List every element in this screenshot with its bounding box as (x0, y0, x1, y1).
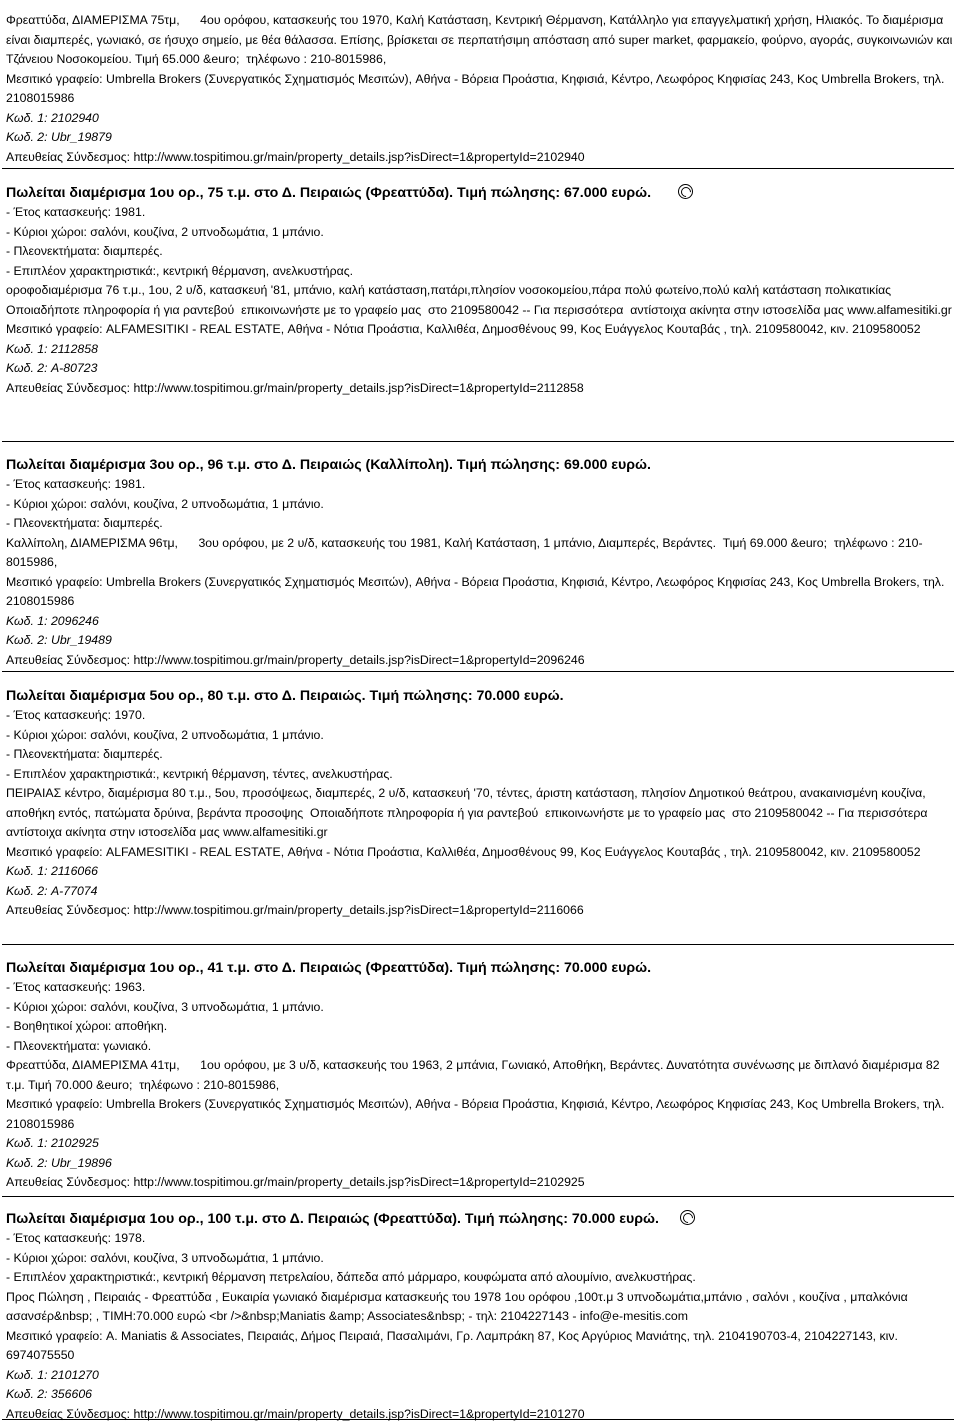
listing-description: Φρεαττύδα, ΔΙΑΜΕΡΙΣΜΑ 75τμ, 4ου ορόφου, κατασκευής του 1970, Καλή Κατάσταση, Κεντρική Θέρμανση, Κατάλληλο για επαγγελματική χρήση, Ηλιακός. Το διαμέρισμα είναι διαμπερές, γωνιακό, σε ήσυχο σημείο, με θέα θάλασσα. Επίσης, βρίσκεται σε περπατήσιμη απόσταση από super market, φαρμακείο, φούρνο, αγοράς, συγκοινωνιών και Τζάνειου Νοσοκομείου. Τιμή 65.000 &euro; τηλέφωνο : 210-8015986, (6, 11, 954, 70)
direct-link[interactable]: Απευθείας Σύνδεσμος: http://www.tospitimou.gr/main/property_details.jsp?isDirect=1&propertyId=2096246 (6, 651, 954, 671)
code-2: Κωδ. 2: Ubr_19879 (6, 128, 954, 148)
feature-line: - Πλεονεκτήματα: γωνιακό. (6, 1037, 954, 1057)
listing-description: Προς Πώληση , Πειραιάς - Φρεαττύδα , Ευκαιρία γωνιακό διαμέρισμα κατασκευής του 1978 1ου ορόφου ,100τ.μ 3 υπνοδωμάτια,μπάνιο , σαλόνι , κουζίνα , μπαλκόνια ασανσέρ&nbsp; , ΤΙΜΗ:70.000 ευρώ <br />&nbsp;Maniatis &amp; Associates&nbsp; - τηλ: 2104227143 - info@e-mesitis.com (6, 1288, 954, 1327)
listing-heading (6, 958, 954, 978)
code-2: Κωδ. 2: Ubr_19489 (6, 631, 954, 651)
feature-line: - Κύριοι χώροι: σαλόνι, κουζίνα, 2 υπνοδωμάτια, 1 μπάνιο. (6, 495, 954, 515)
listing-heading (6, 1209, 954, 1229)
listing-title: Πωλείται διαμέρισμα 5ου ορ., 80 τ.μ. στο Δ. Πειραιώς. Τιμή πώλησης: 70.000 ευρώ. (6, 688, 564, 704)
separator-line (2, 1196, 954, 1197)
listing-title: Πωλείται διαμέρισμα 1ου ορ., 41 τ.μ. στο Δ. Πειραιώς (Φρεαττύδα). Τιμή πώλησης: 70.000 ευρώ. (6, 960, 651, 976)
listing-title: Πωλείται διαμέρισμα 3ου ορ., 96 τ.μ. στο Δ. Πειραιώς (Καλλίπολη). Τιμή πώλησης: 69.000 ευρώ. (6, 457, 651, 473)
listing-heading (6, 686, 954, 706)
code-1: Κωδ. 1: 2102940 (6, 109, 954, 129)
feature-line: - Πλεονεκτήματα: διαμπερές. (6, 242, 954, 262)
separator-line (2, 671, 954, 672)
phone-icon (680, 1210, 695, 1225)
listing-description: ΠΕΙΡΑΙΑΣ κέντρο, διαμέρισμα 80 τ.μ., 5ου, προσόψεως, διαμπερές, 2 υ/δ, κατασκευή '70, τέντες, άριστη κατάσταση, πλησίον Δημοτικού θεάτρου, ανακαινισμένη κουζίνα, αποθήκη εντός, πατώματα δρύινα, βεράντα προσοψης Οποιαδήποτε πληροφορία ή για ραντεβού επικοινωνήστε με το γραφείο μας στο 2109580042 -- Για περισσότερα αντίστοιχα ακίνητα στην ιστοσελίδα μας www.alfamesitiki.gr (6, 784, 954, 843)
feature-line: - Έτος κατασκευής: 1963. (6, 978, 954, 998)
feature-line: - Έτος κατασκευής: 1981. (6, 475, 954, 495)
feature-line: - Κύριοι χώροι: σαλόνι, κουζίνα, 3 υπνοδωμάτια, 1 μπάνιο. (6, 1249, 954, 1269)
agency-info: Μεσιτικό γραφείο: Umbrella Brokers (Συνεργατικός Σχηματισμός Μεσιτών), Αθήνα - Βόρεια Προάστια, Κηφισιά, Κέντρο, Λεωφόρος Κηφισίας 243, Κος Umbrella Brokers, τηλ. 2108015986 (6, 70, 954, 109)
agency-info: Μεσιτικό γραφείο: ALFAMESITIKI - REAL ESTATE, Αθήνα - Νότια Προάστια, Καλλιθέα, Δημοσθένους 99, Κος Ευάγγελος Κουταβάς , τηλ. 2109580042, κιν. 2109580052 (6, 320, 954, 340)
code-1: Κωδ. 1: 2116066 (6, 862, 954, 882)
feature-line: - Επιπλέον χαρακτηριστικά:, κεντρική θέρμανση πετρελαίου, δάπεδα από μάρμαρο, κουφώματα από αλουμίνιο, ανελκυστήρας. (6, 1268, 954, 1288)
code-1: Κωδ. 1: 2112858 (6, 340, 954, 360)
feature-line: - Πλεονεκτήματα: διαμπερές. (6, 514, 954, 534)
listing-5 (6, 958, 954, 1193)
listing-6 (6, 1209, 954, 1424)
feature-line: - Έτος κατασκευής: 1981. (6, 203, 954, 223)
phone-icon (678, 184, 693, 199)
listing-title: Πωλείται διαμέρισμα 1ου ορ., 100 τ.μ. στο Δ. Πειραιώς (Φρεαττύδα). Τιμή πώλησης: 70.000 ευρώ. (6, 1211, 659, 1227)
listing-heading (6, 183, 954, 203)
listing-description: Καλλίπολη, ΔΙΑΜΕΡΙΣΜΑ 96τμ, 3ου ορόφου, με 2 υ/δ, κατασκευής του 1981, Καλή Κατάσταση, 1 μπάνιο, Διαμπερές, Βεράντες. Τιμή 69.000 &euro; τηλέφωνο : 210-8015986, (6, 534, 954, 573)
direct-link[interactable]: Απευθείας Σύνδεσμος: http://www.tospitimou.gr/main/property_details.jsp?isDirect=1&propertyId=2116066 (6, 901, 954, 921)
code-2: Κωδ. 2: 356606 (6, 1385, 954, 1405)
listing-heading (6, 455, 954, 475)
direct-link[interactable]: Απευθείας Σύνδεσμος: http://www.tospitimou.gr/main/property_details.jsp?isDirect=1&propertyId=2102925 (6, 1173, 954, 1193)
code-2: Κωδ. 2: Ubr_19896 (6, 1154, 954, 1174)
code-1: Κωδ. 1: 2096246 (6, 612, 954, 632)
code-2: Κωδ. 2: A-77074 (6, 882, 954, 902)
code-1: Κωδ. 1: 2101270 (6, 1366, 954, 1386)
separator-line (2, 168, 954, 169)
feature-line: - Κύριοι χώροι: σαλόνι, κουζίνα, 2 υπνοδωμάτια, 1 μπάνιο. (6, 726, 954, 746)
agency-info: Μεσιτικό γραφείο: Umbrella Brokers (Συνεργατικός Σχηματισμός Μεσιτών), Αθήνα - Βόρεια Προάστια, Κηφισιά, Κέντρο, Λεωφόρος Κηφισίας 243, Κος Umbrella Brokers, τηλ. 2108015986 (6, 573, 954, 612)
listing-3 (6, 455, 954, 670)
listing-description: οροφοδιαμέρισμα 76 τ.μ., 1ου, 2 υ/δ, κατασκευή '81, μπάνιο, καλή κατάσταση,πατάρι,πλησίον νοσοκομείου,πάρα πολύ φωτείνο,πολύ καλή κατάσταση πολικατικίας Οποιαδήποτε πληροφορία ή για ραντεβού επικοινωνήστε με το γραφείο μας στο 2109580042 -- Για περισσότερα αντίστοιχα ακίνητα στην ιστοσελίδα μας www.alfamesitiki.gr (6, 281, 954, 320)
direct-link[interactable]: Απευθείας Σύνδεσμος: http://www.tospitimou.gr/main/property_details.jsp?isDirect=1&propertyId=2102940 (6, 148, 954, 168)
agency-info: Μεσιτικό γραφείο: A. Maniatis & Associates, Πειραιάς, Δήμος Πειραιά, Πασαλιμάνι, Γρ. Λαμπράκη 87, Κος Αργύριος Μανιάτης, τηλ. 2104190703-4, 2104227143, κιν. 6974075550 (6, 1327, 954, 1366)
listing-2 (6, 183, 954, 398)
feature-line: - Κύριοι χώροι: σαλόνι, κουζίνα, 2 υπνοδωμάτια, 1 μπάνιο. (6, 223, 954, 243)
feature-line: - Κύριοι χώροι: σαλόνι, κουζίνα, 3 υπνοδωμάτια, 1 μπάνιο. (6, 998, 954, 1018)
agency-info: Μεσιτικό γραφείο: Umbrella Brokers (Συνεργατικός Σχηματισμός Μεσιτών), Αθήνα - Βόρεια Προάστια, Κηφισιά, Κέντρο, Λεωφόρος Κηφισίας 243, Κος Umbrella Brokers, τηλ. 2108015986 (6, 1095, 954, 1134)
code-2: Κωδ. 2: A-80723 (6, 359, 954, 379)
feature-line: - Βοηθητικοί χώροι: αποθήκη. (6, 1017, 954, 1037)
direct-link[interactable]: Απευθείας Σύνδεσμος: http://www.tospitimou.gr/main/property_details.jsp?isDirect=1&propertyId=2101270 (6, 1405, 954, 1424)
listing-title: Πωλείται διαμέρισμα 1ου ορ., 75 τ.μ. στο Δ. Πειραιώς (Φρεαττύδα). Τιμή πώλησης: 67.000 ευρώ. (6, 185, 651, 201)
separator-line (2, 441, 954, 442)
direct-link[interactable]: Απευθείας Σύνδεσμος: http://www.tospitimou.gr/main/property_details.jsp?isDirect=1&propertyId=2112858 (6, 379, 954, 399)
feature-line: - Επιπλέον χαρακτηριστικά:, κεντρική θέρμανση, ανελκυστήρας. (6, 262, 954, 282)
listing-1 (6, 11, 954, 167)
listing-description: Φρεαττύδα, ΔΙΑΜΕΡΙΣΜΑ 41τμ, 1ου ορόφου, με 3 υ/δ, κατασκευής του 1963, 2 μπάνια, Γωνιακό, Αποθήκη, Βεράντες. Δυνατότητα συνένωσης με διπλανό διαμέρισμα 82 τ.μ. Τιμή 70.000 &euro; τηλέφωνο : 210-8015986, (6, 1056, 954, 1095)
feature-line: - Έτος κατασκευής: 1970. (6, 706, 954, 726)
agency-info: Μεσιτικό γραφείο: ALFAMESITIKI - REAL ESTATE, Αθήνα - Νότια Προάστια, Καλλιθέα, Δημοσθένους 99, Κος Ευάγγελος Κουταβάς , τηλ. 2109580042, κιν. 2109580052 (6, 843, 954, 863)
code-1: Κωδ. 1: 2102925 (6, 1134, 954, 1154)
feature-line: - Πλεονεκτήματα: διαμπερές. (6, 745, 954, 765)
feature-line: - Επιπλέον χαρακτηριστικά:, κεντρική θέρμανση, τέντες, ανελκυστήρας. (6, 765, 954, 785)
feature-line: - Έτος κατασκευής: 1978. (6, 1229, 954, 1249)
separator-line (2, 944, 954, 945)
listing-4 (6, 686, 954, 921)
